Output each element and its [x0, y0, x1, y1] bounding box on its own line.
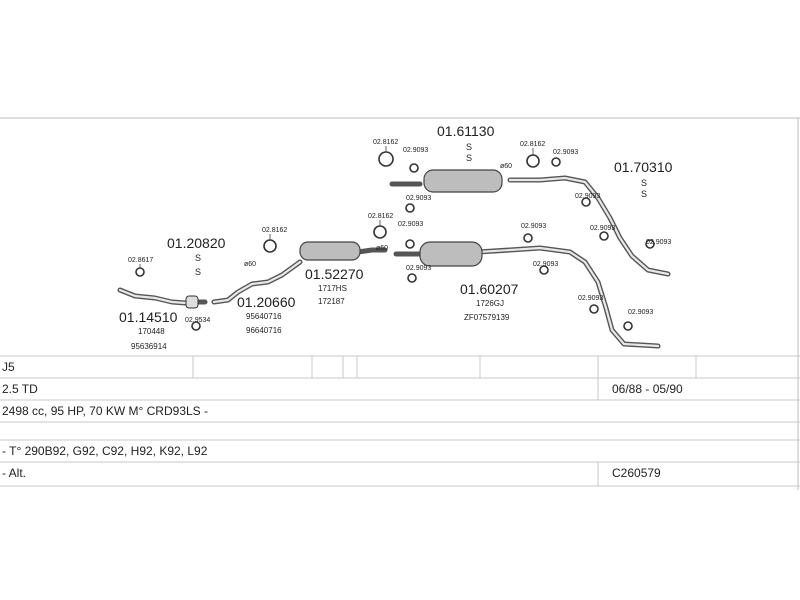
part-number-0170310: 01.70310 [614, 159, 673, 175]
engine-cell: 2.5 TD [2, 382, 38, 396]
part-reference: 172187 [318, 297, 345, 306]
part-reference: ZF07579139 [464, 313, 510, 322]
accessory-code: 02.8617 [128, 257, 154, 264]
hanger-ring [552, 158, 560, 166]
pipe-diameter: ø60 [244, 261, 257, 268]
hanger-ring [410, 164, 418, 172]
accessory-code: 02.8162 [373, 139, 399, 146]
middle-muffler [300, 242, 360, 260]
front-pipe [120, 290, 186, 303]
accessory-code: 02.9534 [185, 317, 211, 324]
part-number-0160207: 01.60207 [460, 281, 519, 297]
part-variant: S [641, 178, 648, 188]
part-variant: S [641, 189, 648, 199]
hanger-ring [406, 204, 414, 212]
hanger-ring [524, 234, 532, 242]
accessory-code: 02.9093 [533, 261, 559, 268]
part-number-0161130: 01.61130 [437, 123, 495, 139]
part-reference: 170448 [138, 327, 165, 336]
hanger-ring [590, 305, 598, 313]
accessory-code: 02.9093 [403, 147, 429, 154]
part-variant: S [466, 142, 473, 152]
pipe-diameter: ø60 [500, 163, 513, 170]
hanger-ring [379, 152, 393, 166]
hanger-ring [600, 232, 608, 240]
part-number-0114510: 01.14510 [119, 309, 178, 325]
hanger-ring [527, 155, 539, 167]
hanger-ring [406, 240, 414, 248]
part-variant: S [195, 253, 202, 263]
part-number-0120820: 01.20820 [167, 235, 226, 251]
lower-rear-muffler [420, 242, 482, 266]
accessory-code: 02.9093 [521, 223, 547, 230]
accessory-code: 02.9093 [398, 221, 424, 228]
model-cell: J5 [2, 360, 15, 374]
accessory-labels [128, 139, 671, 324]
accessory-code: 02.9093 [578, 295, 604, 302]
part-variant: S [195, 267, 202, 277]
accessory-code: 02.9093 [406, 195, 432, 202]
accessory-code: 02.8162 [520, 141, 546, 148]
front-cat [186, 296, 198, 308]
type-codes-cell: - T° 290B92, G92, C92, H92, K92, L92 [2, 444, 208, 458]
hanger-ring [264, 240, 276, 252]
hanger-ring [374, 226, 386, 238]
accessory-code: 02.8162 [368, 213, 394, 220]
part-reference: 95640716 [246, 312, 282, 321]
rear-lower-pipe [478, 248, 658, 346]
upper-rear-muffler [424, 170, 502, 192]
accessory-code: 02.9093 [590, 225, 616, 232]
pipe-diameter: ø60 [376, 245, 389, 252]
part-number-0152270: 01.52270 [305, 266, 364, 282]
part-reference: 96640716 [246, 326, 282, 335]
accessory-code: 02.9093 [628, 309, 654, 316]
accessory-code: 02.9093 [406, 265, 432, 272]
date-range-cell: 06/88 - 05/90 [612, 382, 683, 396]
alt-cell: - Alt. [2, 466, 27, 480]
part-number-0120660: 01.20660 [237, 294, 296, 310]
accessory-code: 02.8162 [262, 227, 288, 234]
accessory-code: 02.9093 [646, 239, 672, 246]
alt-code-cell: C260579 [612, 466, 661, 480]
part-variant: S [466, 153, 473, 163]
vehicle-table [0, 356, 800, 486]
accessory-code: 02.9093 [575, 193, 601, 200]
part-reference: 95636914 [131, 342, 167, 351]
accessory-code: 02.9093 [553, 149, 579, 156]
part-reference: 1717HS [318, 284, 347, 293]
hanger-ring [408, 274, 416, 282]
part-reference: 1726GJ [476, 299, 505, 308]
hanger-ring [136, 268, 144, 276]
engine-spec-cell: 2498 cc, 95 HP, 70 KW M° CRD93LS - [2, 404, 208, 418]
hanger-ring [624, 322, 632, 330]
